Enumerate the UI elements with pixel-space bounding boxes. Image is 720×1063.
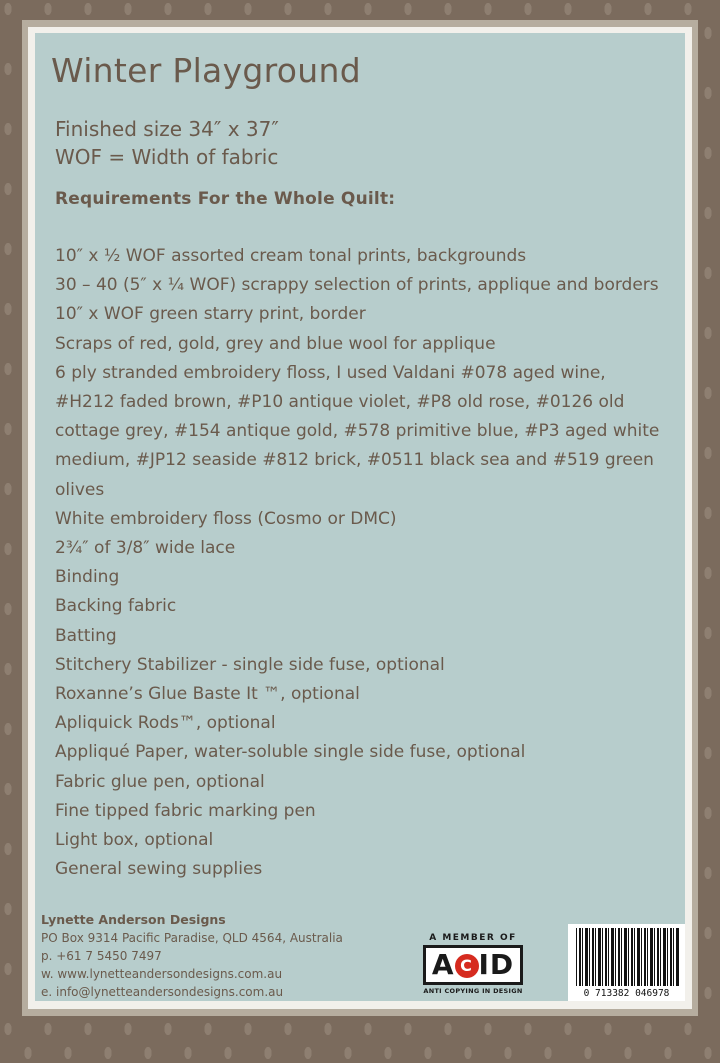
contact-footer [41,911,343,1001]
barcode-bars-icon [576,928,680,986]
list-item: cottage grey, #154 antique gold, #578 primitive blue, #P3 aged white [55,421,660,442]
website-link[interactable]: w. www.lynetteandersondesigns.com.au [41,967,283,981]
phone: p. +61 7 5450 7497 [41,949,162,963]
acid-logo-c: C [455,954,479,978]
list-item: Fabric glue pen, optional [55,771,265,792]
page-title: Winter Playground [51,51,361,90]
wof-definition: WOF = Width of fabric [55,145,279,169]
acid-member-logo [415,933,531,995]
requirements-list [55,242,675,884]
acid-member-label: A MEMBER OF [429,933,517,943]
list-item: Binding [55,567,120,588]
list-item: White embroidery floss (Cosmo or DMC) [55,508,397,529]
acid-logo-a: A [431,948,455,981]
list-item: 10″ x ½ WOF assorted cream tonal prints, backgrounds [55,246,527,266]
list-item: Apliquick Rods™, optional [55,713,276,734]
acid-logo-id: ID [478,948,515,981]
email-link[interactable]: e. info@lynetteandersondesigns.com.au [41,985,284,999]
list-item: 6 ply stranded embroidery floss, I used Valdani #078 aged wine, [55,362,606,383]
list-item: Light box, optional [55,830,214,851]
list-item: medium, #JP12 seaside #812 brick, #0511 black sea and #519 green [55,450,654,471]
list-item: Scraps of red, gold, grey and blue wool for applique [55,333,496,354]
list-item: General sewing supplies [55,859,263,880]
address: PO Box 9314 Pacific Paradise, QLD 4564, Australia [41,931,343,945]
acid-tagline: ANTI COPYING IN DESIGN [423,987,523,995]
company-name: Lynette Anderson Designs [41,912,226,927]
acid-logo-icon [423,945,523,985]
list-item: Roxanne’s Glue Baste It ™, optional [55,684,360,705]
list-item: Appliqué Paper, water-soluble single side fuse, optional [55,742,526,763]
list-item: Stitchery Stabilizer - single side fuse, optional [55,654,445,675]
list-item: Backing fabric [55,596,177,617]
requirements-heading: Requirements For the Whole Quilt: [55,189,396,209]
list-item: olives [55,479,105,500]
barcode-number: 0 713382 046978 [583,988,670,999]
list-item: 2¾″ of 3/8″ wide lace [55,538,236,559]
content-panel [35,33,685,1001]
barcode [568,924,685,1001]
list-item: #H212 faded brown, #P10 antique violet, #P8 old rose, #0126 old [55,392,625,413]
list-item: Fine tipped fabric marking pen [55,800,316,821]
list-item: 10″ x WOF green starry print, border [55,304,366,325]
finished-size: Finished size 34″ x 37″ [55,117,279,141]
list-item: Batting [55,625,117,646]
list-item: 30 – 40 (5″ x ¼ WOF) scrappy selection of prints, applique and borders [55,275,659,296]
